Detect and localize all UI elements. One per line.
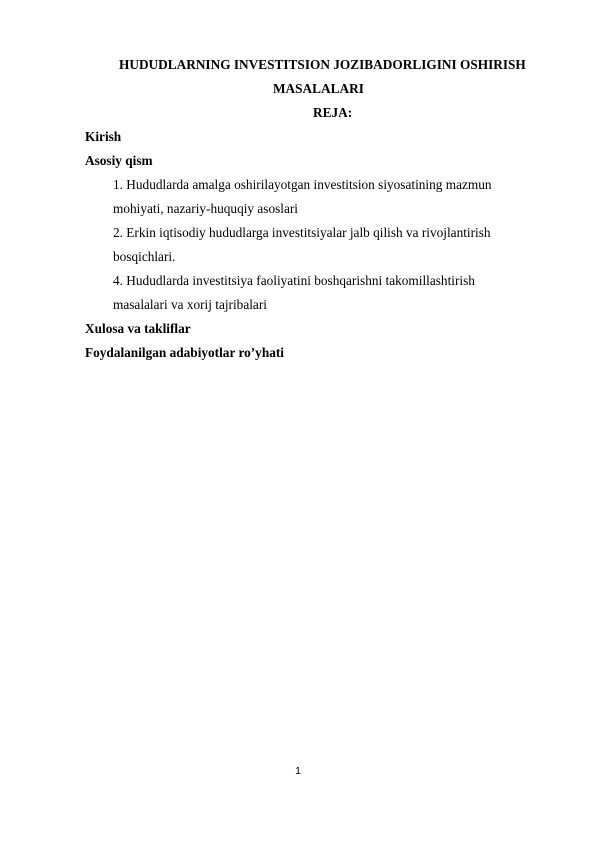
section-references: Foydalanilgan adabiyotlar ro’yhati — [85, 345, 284, 360]
plan-item-3-line2: masalalari va xorij tajribalari — [113, 297, 267, 312]
section-intro: Kirish — [85, 129, 122, 144]
document-title-line1: HUDUDLARNING INVESTITSION JOZIBADORLIGINI OSHIRISH — [119, 57, 526, 72]
plan-item-1-line2: mohiyati, nazariy-huquqiy asoslari — [113, 201, 299, 216]
page-number: 1 — [295, 765, 301, 777]
plan-heading: REJA: — [313, 105, 353, 120]
plan-item-3-line1: 4. Hududlarda investitsiya faoliyatini boshqarishni takomillashtirish — [113, 273, 475, 288]
document-title-line2: MASALALARI — [273, 81, 364, 96]
plan-item-2-line2: bosqichlari. — [113, 249, 176, 264]
plan-item-1-line1: 1. Hududlarda amalga oshirilayotgan investitsion siyosatining mazmun — [113, 177, 492, 192]
plan-item-2-line1: 2. Erkin iqtisodiy hududlarga investitsiyalar jalb qilish va rivojlantirish — [113, 225, 491, 240]
section-conclusion: Xulosa va takliflar — [85, 321, 191, 336]
section-main: Asosiy qism — [85, 153, 153, 168]
